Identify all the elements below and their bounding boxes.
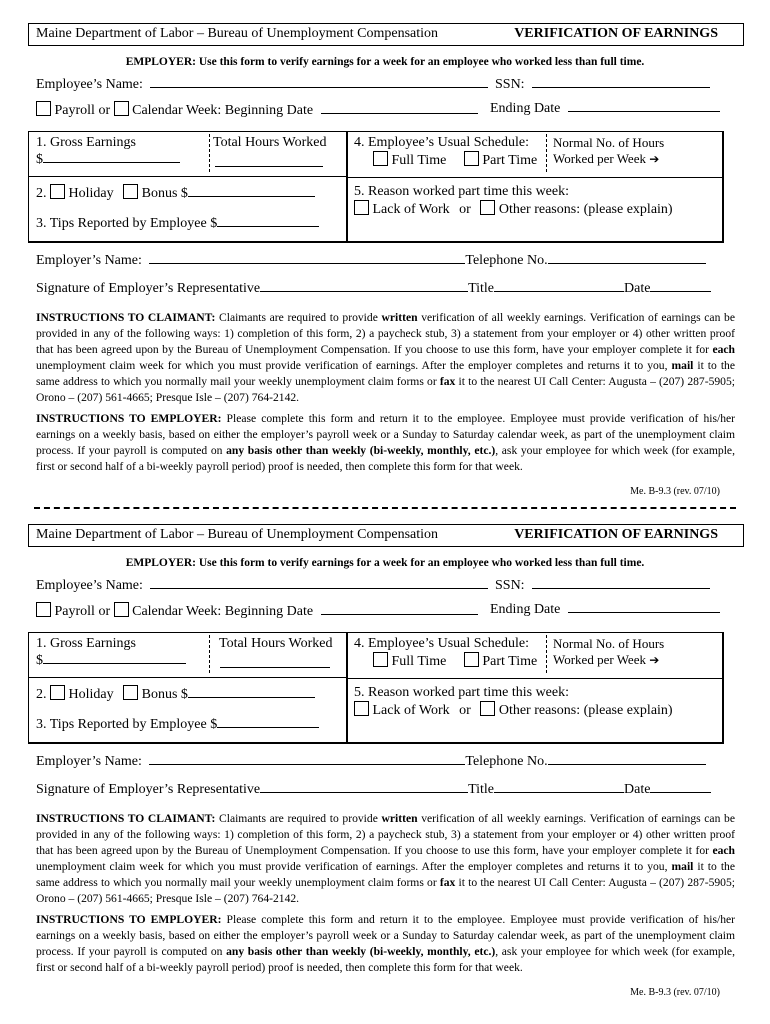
lack-of-work-checkbox[interactable]	[354, 200, 369, 215]
box-divider-vertical	[346, 633, 348, 742]
claimant-text-3: unemployment claim week for which you must provide verification of earnings. After the employer completes and returns it to you,	[36, 359, 672, 372]
signature-field[interactable]	[260, 792, 468, 793]
ending-date-row	[490, 101, 720, 117]
title-label: Title	[468, 782, 495, 797]
other-reasons-label: Other reasons: (please explain)	[498, 202, 673, 217]
normal-hours-label-1: Normal No. of Hours	[553, 135, 665, 150]
calendar-week-checkbox[interactable]	[114, 602, 129, 617]
beginning-date-field[interactable]	[321, 614, 478, 615]
bonus-field[interactable]	[188, 697, 315, 698]
gross-earnings-dollar: $	[36, 152, 43, 167]
payroll-label: Payroll or	[54, 103, 111, 118]
normal-hours-label-2: Worked per Week	[553, 151, 646, 166]
normal-hours-label-1: Normal No. of Hours	[553, 636, 665, 651]
box-divider-vertical	[346, 132, 348, 241]
other-reasons-checkbox[interactable]	[480, 701, 495, 716]
gross-earnings-field[interactable]	[43, 663, 186, 664]
claimant-bold-3: mail	[671, 860, 694, 873]
form-title: VERIFICATION OF EARNINGS	[514, 26, 718, 41]
beginning-date-field[interactable]	[321, 113, 478, 114]
bonus-checkbox[interactable]	[123, 184, 138, 199]
form-header	[28, 524, 744, 547]
ending-date-label: Ending Date	[490, 602, 561, 617]
holiday-bonus-row	[36, 685, 315, 703]
claimant-heading: INSTRUCTIONS TO CLAIMANT:	[36, 812, 216, 825]
employer-instructions	[36, 912, 735, 976]
dashed-divider-normal-hours	[546, 635, 547, 673]
claimant-bold-3: mail	[671, 359, 694, 372]
total-hours-field[interactable]	[215, 152, 323, 167]
employer-name-row	[36, 754, 706, 770]
full-time-checkbox[interactable]	[373, 151, 388, 166]
employer-heading: INSTRUCTIONS TO EMPLOYER:	[36, 412, 222, 425]
bonus-field[interactable]	[188, 196, 315, 197]
arrow-right-icon: ➔	[649, 653, 660, 667]
signature-field[interactable]	[260, 291, 468, 292]
signature-row	[36, 782, 711, 798]
tips-label: 3. Tips Reported by Employee $	[36, 216, 218, 231]
claimant-text-5: it to the nearest UI Call Center: Augusta – (207) 287-5905; Orono – (207) 561-4665; Presque Isle – (207) 764-2142.	[36, 375, 735, 404]
form-copy-1	[0, 0, 770, 500]
ssn-label: SSN:	[495, 77, 525, 92]
claimant-text-4: it to the same address to which you normally mail your weekly unemployment claim forms or	[36, 359, 735, 388]
telephone-field[interactable]	[548, 263, 706, 264]
gross-earnings-field[interactable]	[43, 162, 180, 163]
holiday-checkbox[interactable]	[50, 685, 65, 700]
schedule-options	[373, 151, 537, 169]
claimant-text-3: unemployment claim week for which you must provide verification of earnings. After the employer completes and returns it to you,	[36, 860, 672, 873]
employer-text-2: , ask your employee for which week (for example, first or second half of a bi-weekly payroll period) proof is needed, then complete this form for that week.	[36, 945, 735, 974]
reason-label: 5. Reason worked part time this week:	[354, 184, 570, 199]
ending-date-field[interactable]	[568, 612, 720, 613]
ending-date-label: Ending Date	[490, 101, 561, 116]
claimant-bold-4: fax	[439, 375, 456, 388]
normal-hours-label-2: Worked per Week	[553, 652, 646, 667]
tips-field[interactable]	[217, 226, 319, 227]
form-number: Me. B-9.3 (rev. 07/10)	[630, 987, 720, 998]
tips-label: 3. Tips Reported by Employee $	[36, 717, 218, 732]
signature-label: Signature of Employer’s Representative	[36, 281, 261, 296]
date-label: Date	[624, 782, 651, 797]
total-hours-row	[215, 152, 323, 172]
claimant-text-5: it to the nearest UI Call Center: Augusta – (207) 287-5905; Orono – (207) 561-4665; Presque Isle – (207) 764-2142.	[36, 876, 735, 905]
claimant-bold-2: each	[712, 844, 735, 857]
part-time-label: Part Time	[482, 153, 538, 168]
reason-options	[354, 701, 673, 719]
ssn-field[interactable]	[532, 588, 710, 589]
claimant-text-4: it to the same address to which you normally mail your weekly unemployment claim forms or	[36, 860, 735, 889]
gross-earnings-label: 1. Gross Earnings	[36, 636, 136, 651]
signature-row	[36, 281, 711, 297]
holiday-label: Holiday	[68, 186, 114, 201]
total-hours-label: Total Hours Worked	[213, 135, 327, 150]
date-field[interactable]	[650, 291, 711, 292]
calendar-week-label: Calendar Week: Beginning Date	[132, 103, 314, 118]
earnings-box	[28, 131, 724, 243]
employer-text-1: Please complete this form and return it to the employee. Employee must provide verification of his/her earnings on a weekly basis, based on either the employer’s payroll week or a Sunday to Saturday calendar week, as part of the unemployment claim process. If your payroll is computed on	[36, 913, 735, 958]
usual-schedule-label: 4. Employee’s Usual Schedule:	[354, 636, 529, 651]
week-type-row	[36, 602, 478, 620]
employer-name-field[interactable]	[149, 263, 465, 264]
lack-of-work-label: Lack of Work	[372, 202, 450, 217]
full-time-checkbox[interactable]	[373, 652, 388, 667]
part-time-checkbox[interactable]	[464, 151, 479, 166]
holiday-bonus-row	[36, 184, 315, 202]
employee-name-row	[36, 578, 488, 594]
title-label: Title	[468, 281, 495, 296]
claimant-instructions	[36, 310, 735, 406]
schedule-options	[373, 652, 537, 670]
normal-hours-row	[553, 652, 659, 668]
other-reasons-label: Other reasons: (please explain)	[498, 703, 673, 718]
claimant-text-2: verification of all weekly earnings. Verification of earnings can be provided in any of the following ways: 1) completion of this form, 2) a paycheck stub, 3) a statement from your employer or 4) other written proof that has been agreed upon by the Bureau of Unemployment Compensation. If you choose to use this form, have your employer complete it for	[36, 311, 735, 356]
claimant-text-2: verification of all weekly earnings. Verification of earnings can be provided in any of the following ways: 1) completion of this form, 2) a paycheck stub, 3) a statement from your employer or 4) other written proof that has been agreed upon by the Bureau of Unemployment Compensation. If you choose to use this form, have your employer complete it for	[36, 812, 735, 857]
date-field[interactable]	[650, 792, 711, 793]
telephone-label: Telephone No.	[465, 253, 548, 268]
employee-name-label: Employee’s Name:	[36, 77, 143, 92]
date-label: Date	[624, 281, 651, 296]
total-hours-field[interactable]	[220, 653, 330, 668]
department-name: Maine Department of Labor – Bureau of Unemployment Compensation	[36, 527, 439, 542]
telephone-label: Telephone No.	[465, 754, 548, 769]
tips-row	[36, 717, 319, 733]
holiday-checkbox[interactable]	[50, 184, 65, 199]
employer-text-2: , ask your employee for which week (for example, first or second half of a bi-weekly payroll period) proof is needed, then complete this form for that week.	[36, 444, 735, 473]
title-field[interactable]	[494, 792, 624, 793]
claimant-text-1: Claimants are required to provide	[215, 812, 382, 825]
calendar-week-checkbox[interactable]	[114, 101, 129, 116]
box-divider-right	[346, 678, 722, 679]
week-type-row	[36, 101, 478, 119]
employer-note: EMPLOYER: Use this form to verify earnings for a week for an employee who worked less than full time.	[125, 56, 645, 68]
claimant-bold-2: each	[712, 343, 735, 356]
employer-bold-1: any basis other than weekly (bi-weekly, monthly, etc.)	[226, 444, 496, 457]
telephone-field[interactable]	[548, 764, 706, 765]
box-divider-left	[29, 677, 346, 678]
payroll-label: Payroll or	[54, 604, 111, 619]
earnings-box	[28, 632, 724, 744]
payroll-checkbox[interactable]	[36, 602, 51, 617]
dashed-divider-hours	[209, 134, 210, 172]
dashed-divider-normal-hours	[546, 134, 547, 172]
full-time-label: Full Time	[391, 153, 447, 168]
ssn-field[interactable]	[532, 87, 710, 88]
payroll-checkbox[interactable]	[36, 101, 51, 116]
normal-hours-row	[553, 151, 659, 167]
form-title: VERIFICATION OF EARNINGS	[514, 527, 718, 542]
claimant-instructions	[36, 811, 735, 907]
ending-date-row	[490, 602, 720, 618]
form-number: Me. B-9.3 (rev. 07/10)	[630, 486, 720, 497]
form-header	[28, 23, 744, 46]
lack-of-work-checkbox[interactable]	[354, 701, 369, 716]
lack-of-work-label: Lack of Work	[372, 703, 450, 718]
form-copy-2	[0, 501, 770, 1001]
ssn-row	[495, 578, 710, 594]
total-hours-row	[220, 653, 330, 673]
ending-date-field[interactable]	[568, 111, 720, 112]
bonus-checkbox[interactable]	[123, 685, 138, 700]
gross-earnings-dollar: $	[36, 653, 43, 668]
or-label: or	[459, 703, 471, 718]
claimant-heading: INSTRUCTIONS TO CLAIMANT:	[36, 311, 216, 324]
bonus-label: Bonus $	[141, 687, 188, 702]
claimant-bold-1: written	[381, 311, 418, 324]
department-name: Maine Department of Labor – Bureau of Unemployment Compensation	[36, 26, 439, 41]
employer-name-label: Employer’s Name:	[36, 754, 142, 769]
employer-note: EMPLOYER: Use this form to verify earnings for a week for an employee who worked less than full time.	[125, 557, 645, 569]
usual-schedule-label: 4. Employee’s Usual Schedule:	[354, 135, 529, 150]
ssn-label: SSN:	[495, 578, 525, 593]
employee-name-field[interactable]	[150, 87, 488, 88]
gross-earnings-row	[36, 653, 186, 669]
total-hours-label: Total Hours Worked	[219, 636, 333, 651]
claimant-text-1: Claimants are required to provide	[215, 311, 382, 324]
employer-bold-1: any basis other than weekly (bi-weekly, monthly, etc.)	[226, 945, 496, 958]
arrow-right-icon: ➔	[649, 152, 660, 166]
gross-earnings-row	[36, 152, 180, 168]
employer-name-row	[36, 253, 706, 269]
ssn-row	[495, 77, 710, 93]
part-time-checkbox[interactable]	[464, 652, 479, 667]
signature-label: Signature of Employer’s Representative	[36, 782, 261, 797]
tips-row	[36, 216, 319, 232]
tips-field[interactable]	[217, 727, 319, 728]
employee-name-row	[36, 77, 488, 93]
employer-text-1: Please complete this form and return it to the employee. Employee must provide verification of his/her earnings on a weekly basis, based on either the employer’s payroll week or a Sunday to Saturday calendar week, as part of the unemployment claim process. If your payroll is computed on	[36, 412, 735, 457]
box-divider-right	[346, 177, 722, 178]
dashed-divider-hours	[209, 635, 210, 673]
employer-name-label: Employer’s Name:	[36, 253, 142, 268]
employer-instructions	[36, 411, 735, 475]
part-time-label: Part Time	[482, 654, 538, 669]
gross-earnings-label: 1. Gross Earnings	[36, 135, 136, 150]
reason-options	[354, 200, 673, 218]
claimant-bold-4: fax	[439, 876, 456, 889]
holiday-number: 2.	[36, 186, 47, 201]
or-label: or	[459, 202, 471, 217]
reason-label: 5. Reason worked part time this week:	[354, 685, 570, 700]
claimant-bold-1: written	[381, 812, 418, 825]
full-time-label: Full Time	[391, 654, 447, 669]
other-reasons-checkbox[interactable]	[480, 200, 495, 215]
bonus-label: Bonus $	[141, 186, 188, 201]
holiday-label: Holiday	[68, 687, 114, 702]
box-divider-left	[29, 176, 346, 177]
holiday-number: 2.	[36, 687, 47, 702]
employer-heading: INSTRUCTIONS TO EMPLOYER:	[36, 913, 222, 926]
employer-name-field[interactable]	[149, 764, 465, 765]
employee-name-field[interactable]	[150, 588, 488, 589]
calendar-week-label: Calendar Week: Beginning Date	[132, 604, 314, 619]
employee-name-label: Employee’s Name:	[36, 578, 143, 593]
title-field[interactable]	[494, 291, 624, 292]
